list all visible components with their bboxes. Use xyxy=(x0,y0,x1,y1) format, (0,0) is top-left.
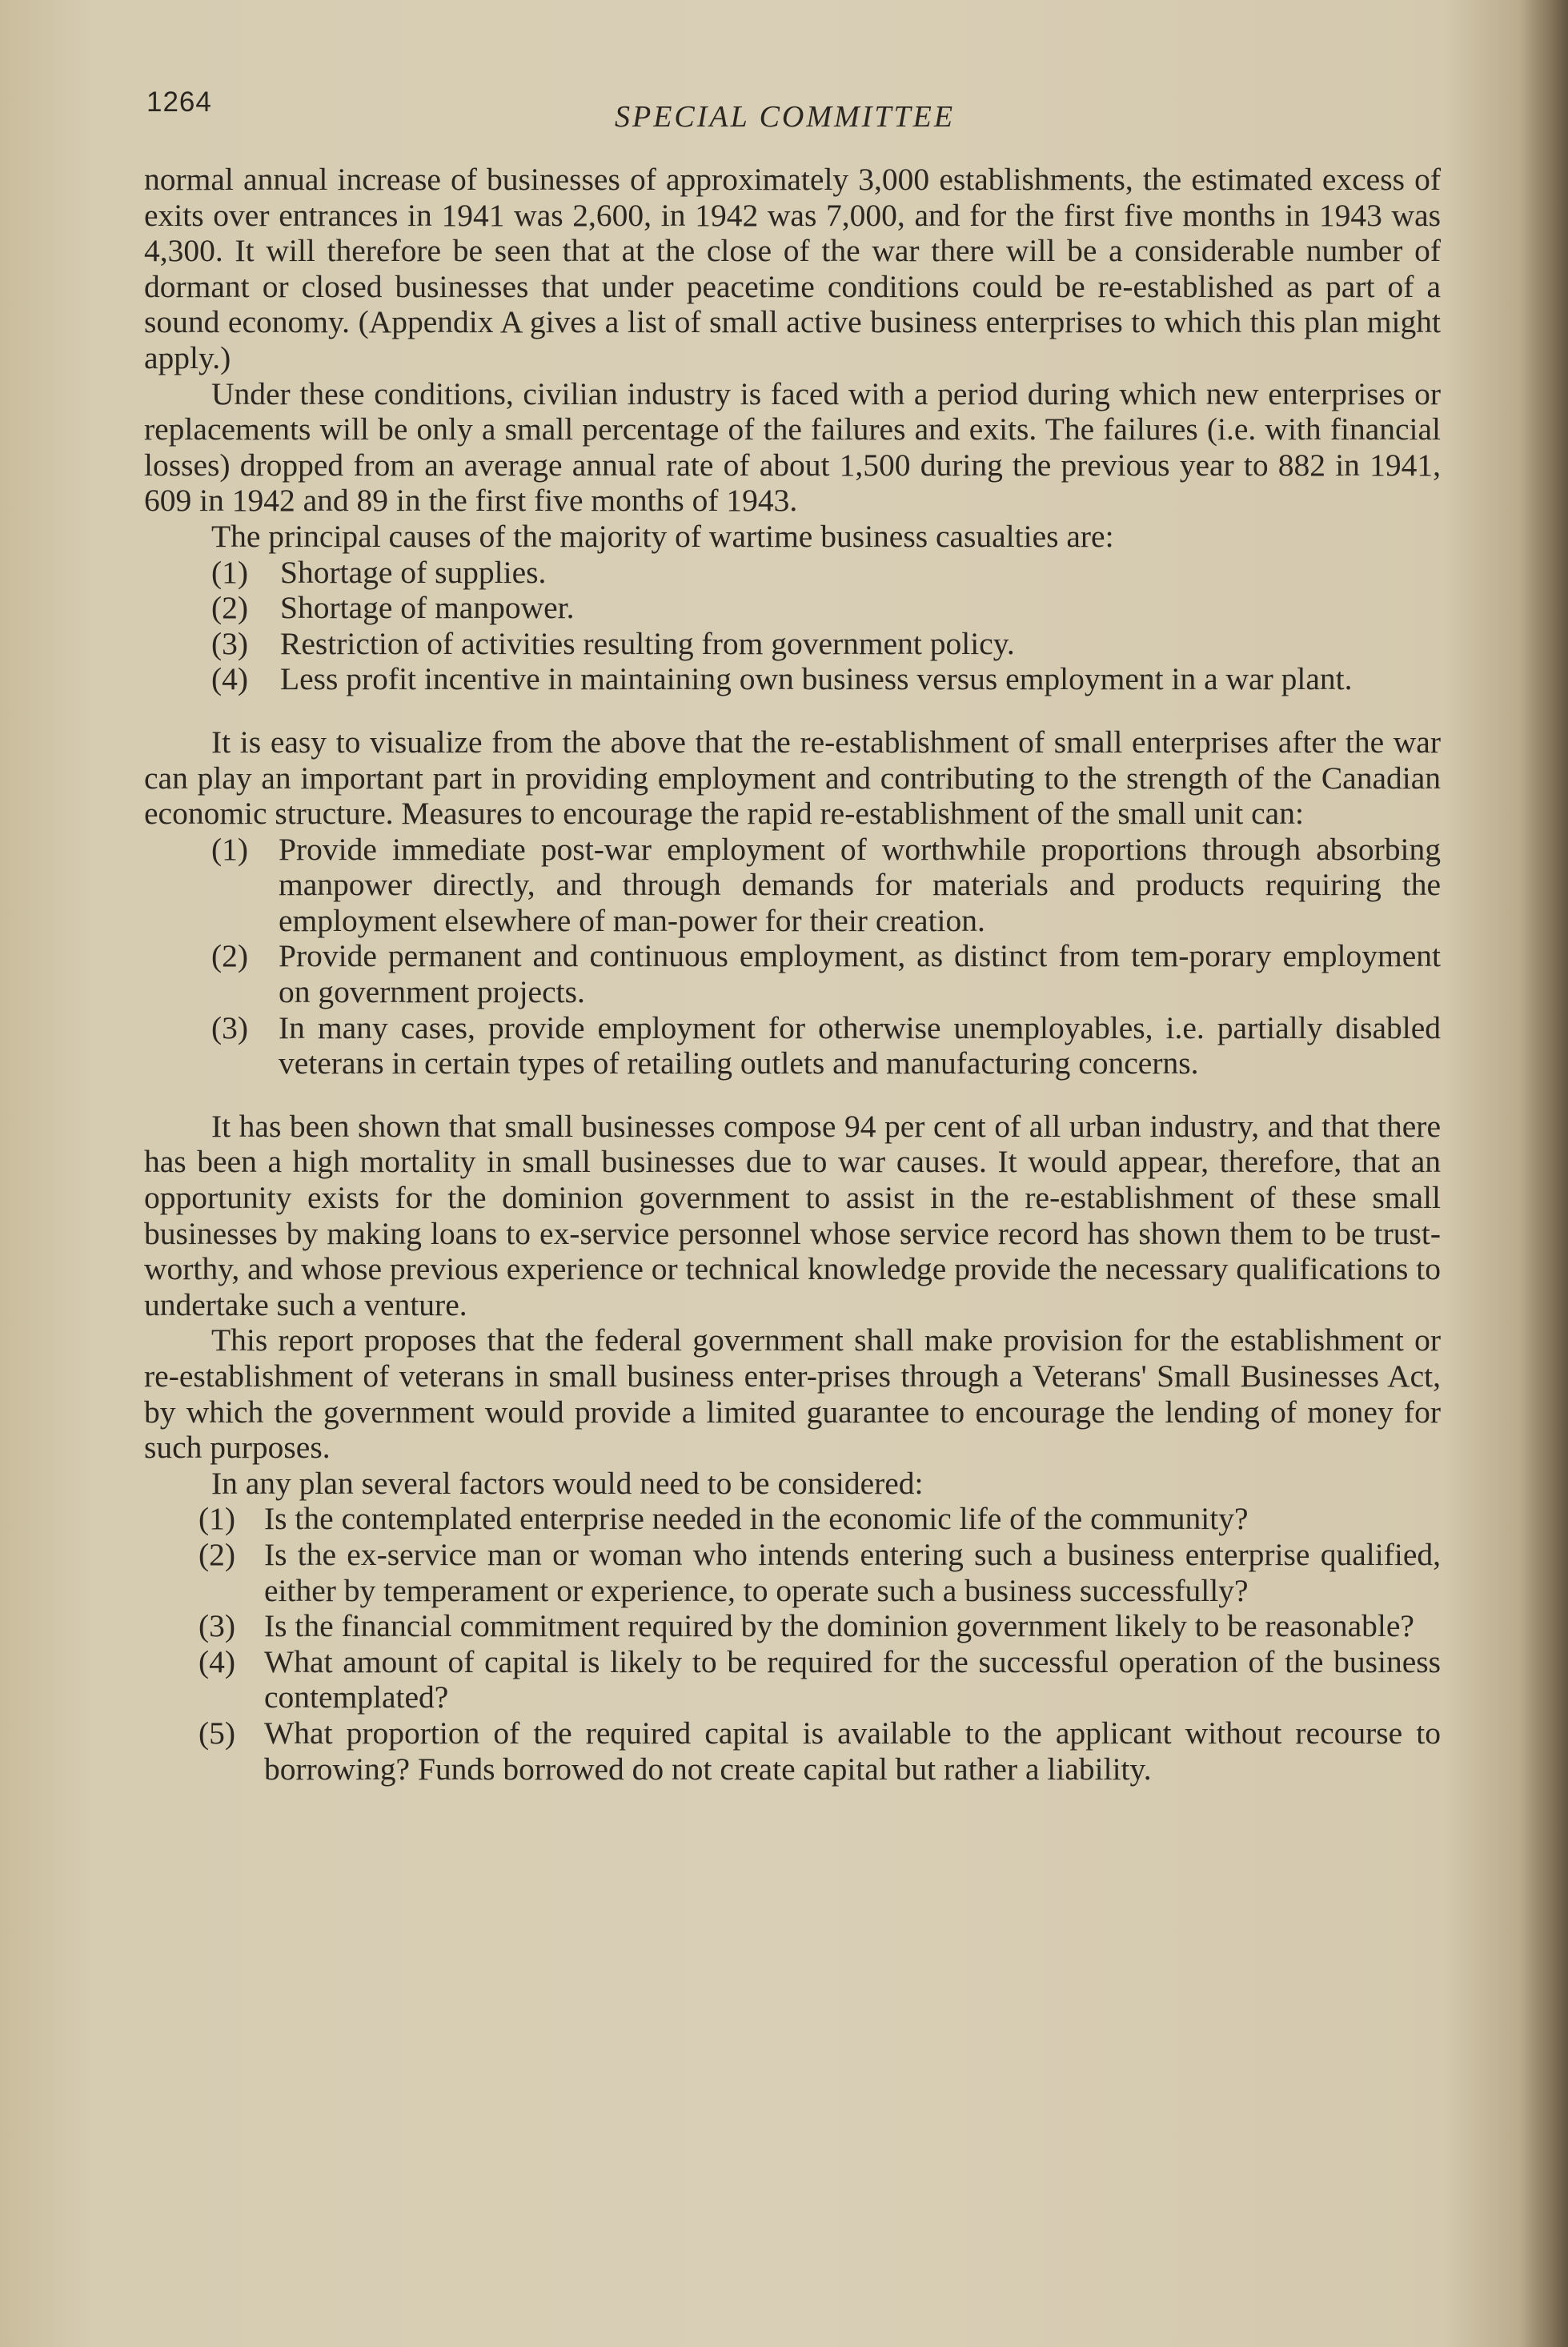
list-item-number: (1) xyxy=(199,1501,236,1537)
list-item-number: (1) xyxy=(211,554,249,590)
list-item-text: Is the contemplated enterprise needed in the economic life of the community? xyxy=(264,1501,1249,1537)
list-item-number: (2) xyxy=(211,938,249,974)
page-header xyxy=(146,86,1443,134)
list-item xyxy=(144,626,1441,662)
causes-list xyxy=(144,555,1441,697)
page-body xyxy=(144,162,1441,1787)
list-item-text: In many cases, provide employment for otherwise unemployables, i.e. partially disabled veterans in certain types of retailing outlets and manufacturing concerns. xyxy=(279,1009,1441,1081)
page-binding-shadow xyxy=(1520,0,1568,2347)
list-item-text: Provide permanent and continuous employment, as distinct from tem-porary employment on government projects. xyxy=(279,938,1441,1010)
list-item-number: (4) xyxy=(211,661,249,697)
list-item xyxy=(144,832,1441,939)
list-item-number: (2) xyxy=(199,1536,236,1572)
list-item-text: Shortage of manpower. xyxy=(280,590,575,626)
list-item xyxy=(144,938,1441,1009)
list-item-number: (4) xyxy=(199,1643,236,1679)
list-item-number: (3) xyxy=(211,1009,249,1045)
list-item-text: What amount of capital is likely to be required for the successful operation of the business contemplated? xyxy=(264,1643,1441,1715)
list-item xyxy=(144,1501,1441,1537)
list-item-text: What proportion of the required capital is available to the applicant without recourse to borrowing? Funds borrowed do not create capital but rather a liability. xyxy=(264,1715,1441,1787)
list-item-number: (3) xyxy=(211,625,249,661)
running-head: SPECIAL COMMITTEE xyxy=(615,100,956,134)
factors-intro: In any plan several factors would need to be considered: xyxy=(211,1465,924,1501)
measures-list xyxy=(144,832,1441,1081)
list-item-text: Less profit incentive in maintaining own business versus employment in a war plant. xyxy=(280,661,1353,697)
paragraph-small-businesses: It has been shown that small businesses compose 94 per cent of all urban industry, and that there has been a high mortality in small businesses due to war causes. It would appear, therefore, that an opportunity exists for the dominion government to assist in the re-establishment of these small businesses by making loans to ex-service personnel whose service record has shown them to be trust-worthy, and whose previous experience or technical knowledge provide the necessary qualifications to undertake such a venture. xyxy=(144,1108,1441,1322)
section-gap xyxy=(144,1081,1441,1109)
list-item-number: (2) xyxy=(211,590,249,626)
list-item xyxy=(144,1715,1441,1787)
page-number: 1264 xyxy=(146,86,212,118)
list-item-text: Shortage of supplies. xyxy=(280,554,547,590)
list-item xyxy=(144,1608,1441,1644)
causes-intro: The principal causes of the majority of wartime business casualties are: xyxy=(211,518,1114,554)
list-item xyxy=(144,661,1441,697)
list-item-text: Restriction of activities resulting from government policy. xyxy=(280,625,1015,661)
paragraph-civilian-industry: Under these conditions, civilian industry is faced with a period during which new enterprises or replacements will be only a small percentage of the failures and exits. The failures (i.e. with financial losses) dropped from an average annual rate of about 1,500 during the previous year to 882 in 1941, 609 in 1942 and 89 in the first five months of 1943. xyxy=(144,375,1441,519)
list-item-number: (5) xyxy=(199,1715,236,1751)
paragraph-continuation: normal annual increase of businesses of approximately 3,000 establishments, the estimated excess of exits over entrances in 1941 was 2,600, in 1942 was 7,000, and for the first five months in 1943 was 4,300. It will therefore be seen that at the close of the war there will be a considerable number of dormant or closed businesses that under peacetime conditions could be re-established as part of a sound economy. (Appendix A gives a list of small active business enterprises to which this plan might apply.) xyxy=(144,162,1441,375)
list-item-text: Is the financial commitment required by the dominion government likely to be reasonable? xyxy=(264,1608,1414,1644)
list-item-text: Is the ex-service man or woman who intends entering such a business enterprise qualified, either by temperament or experience, to operate such a business successfully? xyxy=(264,1536,1441,1608)
list-item xyxy=(144,1644,1441,1715)
list-item xyxy=(144,1537,1441,1608)
list-item-number: (1) xyxy=(211,831,249,867)
section-gap xyxy=(144,697,1441,724)
paragraph-report-proposes: This report proposes that the federal government shall make provision for the establishment or re-establishment of veterans in small business enter-prises through a Veterans' Small Businesses Act, by which the government would provide a limited guarantee to encourage the lending of money for such purposes. xyxy=(144,1322,1441,1466)
paragraph-visualize: It is easy to visualize from the above that the re-establishment of small enterprises after the war can play an important part in providing employment and contributing to the strength of the Canadian economic structure. Measures to encourage the rapid re-establishment of the small unit can: xyxy=(144,724,1441,832)
list-item-text: Provide immediate post-war employment of worthwhile proportions through absorbing manpower directly, and through demands for materials and products requiring the employment elsewhere of man-power for their creation. xyxy=(279,831,1441,938)
list-item xyxy=(144,1010,1441,1081)
list-item xyxy=(144,555,1441,591)
factors-list xyxy=(144,1501,1441,1787)
list-item xyxy=(144,590,1441,626)
list-item-number: (3) xyxy=(199,1608,236,1644)
